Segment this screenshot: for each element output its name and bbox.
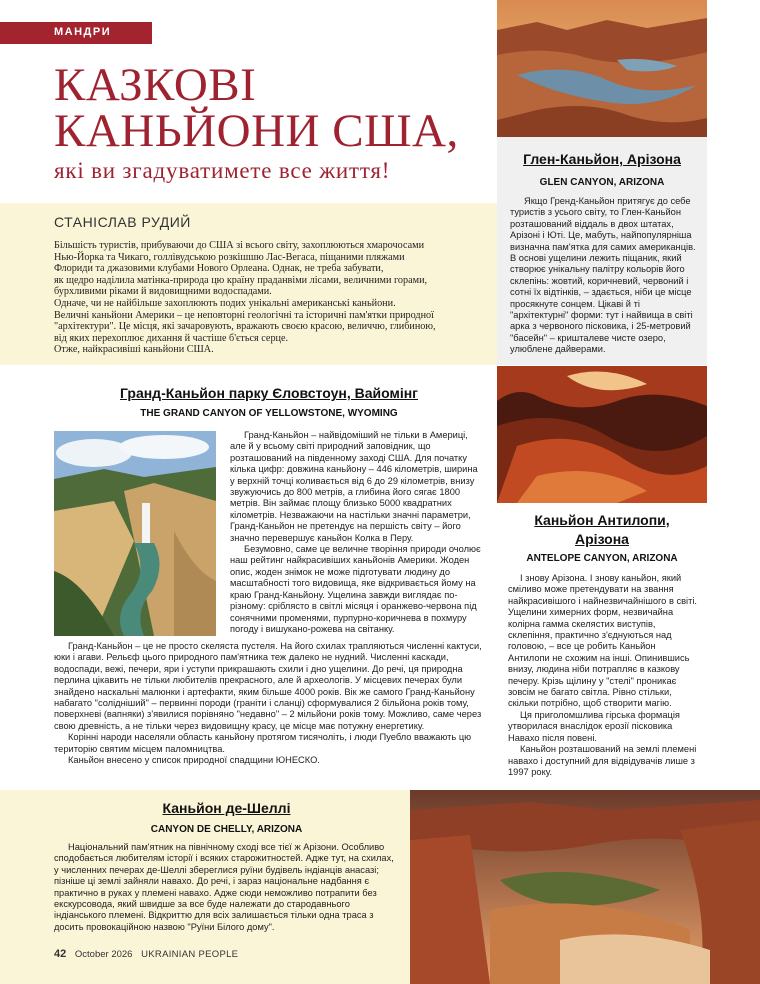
chelly-subtitle: CANYON DE CHELLY, ARIZONA	[150, 824, 303, 835]
glen-canyon-text: Якщо Гренд-Каньйон притягує до себе туристів з усього світу, то Глен-Каньйон розташований віддаль в двох штатах, Арізоні і Юті. Це, мабуть, найпопулярніша визначна пам'ятка для самих американців. В основі ущелини лежить піщаник, який створює унікальну палітру кольорів його склепінь: жовтий, коричневий, червоний і сотні їх відтінків, – здається, ніби це місце просякнуте сонцем. Цікаві й ті "архітектурні" форми: тут і найвища в світі арка з червоного пісковика, і 25-метровий "басейн" – кришталеве чисте озеро, улюблене дайверами.	[510, 196, 696, 355]
section-tag: МАНДРИ	[0, 22, 152, 44]
intro-text	[54, 240, 486, 356]
grand-canyon-title: Гранд-Каньйон парку Єловстоун, Вайомінг	[119, 385, 419, 401]
paragraph: І знову Арізона. І знову каньйон, який сміливо може претендувати на звання найкрасивішого і найнезвичайнішого в світі. Ущелини химерних форм, незвичайна колірна гамма скелястих виступів, склепіння, практично з'єднуються над головою, – все це робить Каньйон Антилопи не схожим на інші. Опинившись внизу, людина ніби потрапляє в казкову печеру. Крізь щілину у "стелі" проникає зовсім не багато світла. Рівно стільки, скільки потрібно, щоб створити магію.	[508, 573, 698, 709]
intro-line: бурхливими ріками й видовищними водоспадами.	[54, 286, 272, 298]
paragraph: Гранд-Каньйон – це не просто скеляста пустеля. На його схилах трапляються численні кактуси, юки і агави. Рельєф цього природного пам'ятника теж далеко не нудний. Численні каскади, водоспади, вежі, печери, яри і уступи прикрашають схили і дно ущелини. До речі, ця природна перлина цікавить не тільки любителів прекрасного, але й археологів. У місцевих печерах були знайдено наскальні малюнки і артефакти, яким більше 4000 років. Вік же самого Гранд-Каньйону набагато "солідніший" – первинні породи (граніти і сланці) сформувалися 2 більйона років тому, поверхневі (вапняки) з'явилися порівняно "недавно" – 2 мільйони років тому. Можливо, саме через свою древність, а не тільки через видовищну красу, це місце має потужну енергетику.	[54, 641, 482, 731]
antelope-title-line-1: Каньйон Антилопи,	[534, 512, 670, 528]
canyon-de-chelly-photo	[410, 790, 760, 984]
glen-canyon-subtitle: GLEN CANYON, ARIZONA	[539, 177, 665, 188]
intro-line: Отже, найкрасивіші каньйони США.	[54, 344, 214, 356]
intro-line: Нью-Йорка та Чикаго, голлівудською розкішшю Лас-Вегаса, піщаними пляжами	[54, 251, 405, 263]
grand-canyon-subtitle: THE GRAND CANYON OF YELLOWSTONE, WYOMING	[140, 408, 398, 419]
paragraph: Каньйон розташований на землі племені навахо і доступний для відвідувачів лише з 1997 року.	[508, 744, 697, 777]
grand-canyon-text-column	[230, 430, 484, 635]
paragraph: Каньйон внесено у список природної спадщини ЮНЕСКО.	[68, 755, 320, 766]
intro-line: "архітектури". Це місця, які зачаровують, вражають своєю красою, величчю, глибиною,	[54, 321, 436, 333]
intro-line: Флориди та джазовими клубами Нового Орлеана. Однак, не треба забувати,	[54, 263, 384, 275]
chelly-text: Національний пам'ятник на північному сході все тієї ж Арізони. Особливо сподобається любителям історії і всяких старожитностей. Адже тут, на схилах, у численних печерах де-Шеллі збереглися руїни будівель індіанців анасазі; пізніше ці землі зайняли навахо. До речі, і зараз національне надбання є практично в руках у племені навахо. Адже сюди неможливо потрапити без екскурсовода, який швидше за все буде належати до стародавнього індіанського племені. Відкриттю для всіх залишається тільки одна траса з досить провокаційною назвою "Руїни Білого дому".	[54, 842, 394, 932]
intro-line: Одначе, чи не найбільше захоплюють подих унікальні американські каньйони.	[54, 297, 396, 309]
yellowstone-photo	[54, 431, 216, 636]
antelope-canyon-photo	[497, 366, 707, 503]
paragraph: Безумовно, саме це величне творіння природи очолює наш рейтинг найкрасивіших каньйонів Америки. Жоден опис, жоден знімок не може підготувати людину до масштабності того видовища, яке відкривається йому на краю Гранд-Каньйону. Ущелина завжди виглядає по-різному: сріблясто в світлі місяця і оранжево-червона під сонячними променями, пурпурно-коричнева в похмуру погоду і вишукано-рожева на світанку.	[230, 544, 481, 634]
antelope-title-line-2: Арізона	[575, 531, 629, 547]
page-title	[54, 59, 484, 157]
paragraph: Ця приголомшлива гірська формація утворилася внаслідок ерозії пісковика Навахо після повені.	[508, 709, 680, 743]
intro-line: як щедро наділила матінка-природа цю країну праданвіми лісами, величними горами,	[54, 274, 428, 286]
intro-line: Величні каньйони Америки – це неповторні геологічні та історичні пам'ятки природної	[54, 309, 434, 321]
magazine-name: UKRAINIAN PEOPLE	[141, 949, 239, 960]
antelope-canyon-title	[497, 511, 707, 549]
issue-date: October 2026	[74, 949, 133, 960]
grand-canyon-text-full	[54, 641, 484, 766]
title-line-2: КАНЬЙОНИ США,	[54, 105, 459, 157]
glen-canyon-title: Глен-Каньйон, Арізона	[523, 151, 681, 167]
title-line-1: КАЗКОВІ	[54, 59, 257, 111]
page-number: 42	[54, 948, 67, 960]
glen-canyon-photo	[497, 0, 707, 137]
author-name: СТАНІСЛАВ РУДИЙ	[54, 214, 191, 230]
intro-line: від яких перехоплює дихання й частіше б'ється серце.	[54, 332, 289, 344]
intro-line: Більшість туристів, прибуваючи до США зі всього світу, захоплюються хмарочосами	[54, 240, 425, 251]
antelope-canyon-text	[508, 573, 698, 778]
chelly-title: Каньйон де-Шеллі	[162, 800, 291, 816]
paragraph: Гранд-Каньйон – найвідоміший не тільки в Америці, але й у всьому світі природний заповідник, що розташований на південному заході США. Для початку кілька цифр: довжина каньйону – 446 кілометрів, ширина у верхній точці коливається від 6 до 29 кілометрів, внизу звужуючись до 800 метрів, а глибина його сягає 1800 метрів. Він займає площу близько 5000 квадратних кілометрів. Незважаючи на настільки значні параметри, Гранд-Каньйон не претендує на першість світу – його значно перевершує каньйон Колка в Перу.	[230, 430, 478, 543]
page-footer	[54, 948, 238, 960]
paragraph: Корінні народи населяли область каньйону протягом тисячоліть, і люди Пуебло вважають цю територію святим місцем паломництва.	[54, 732, 472, 754]
page-subtitle: які ви згадуватимете все життя!	[54, 158, 391, 183]
antelope-canyon-subtitle: ANTELOPE CANYON, ARIZONA	[526, 553, 678, 564]
